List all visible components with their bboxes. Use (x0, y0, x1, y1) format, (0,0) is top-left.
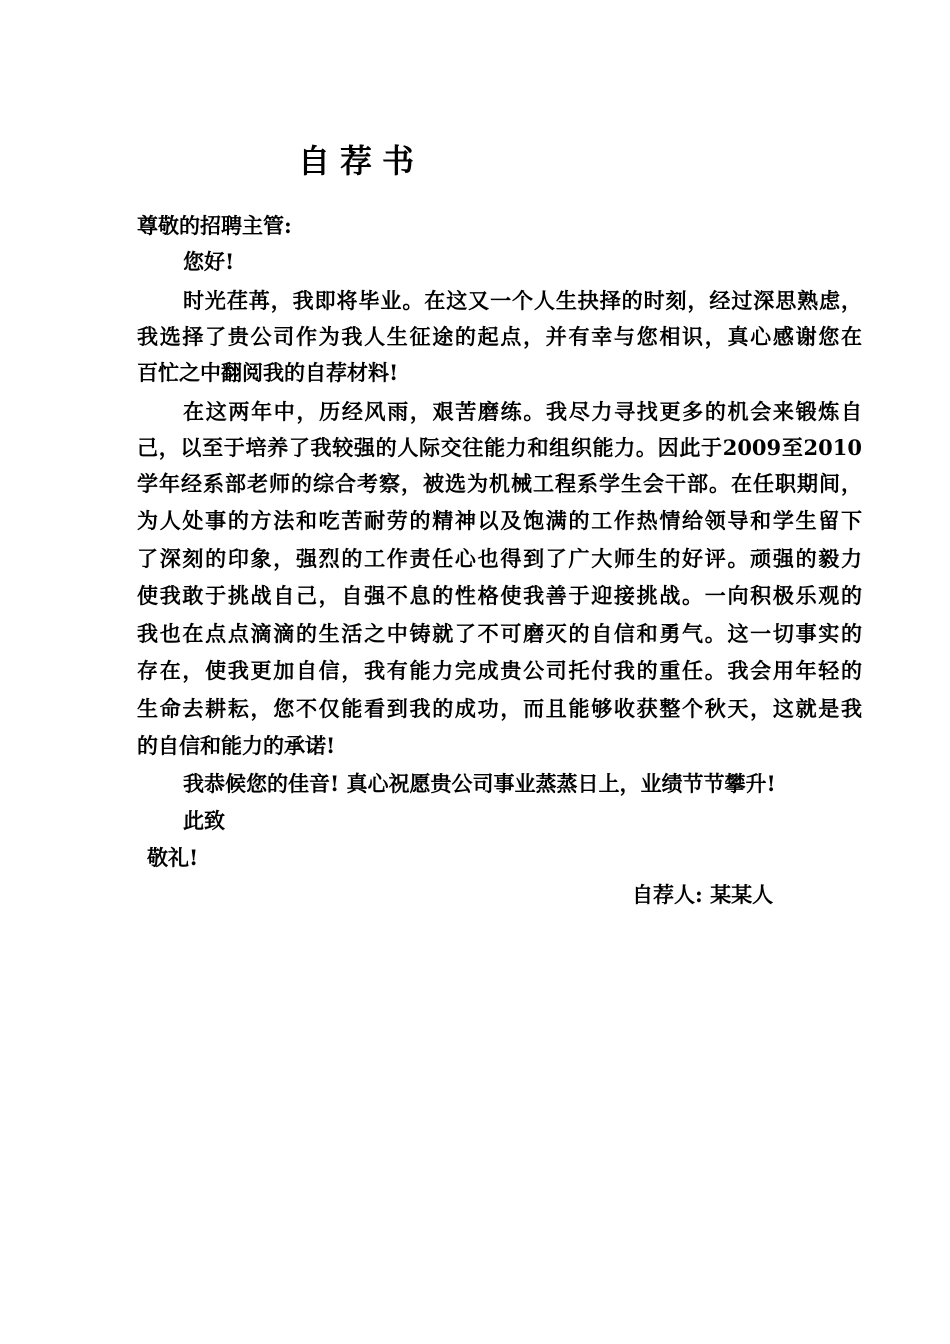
paragraph-2-line-3: 学年经系部老师的综合考察，被选为机械工程系学生会干部。在任职期间， (137, 471, 862, 496)
paragraph-2-line-9: 生命去耕耘，您不仅能看到我的成功，而且能够收获整个秋天，这就是我 (137, 696, 862, 721)
paragraph-2-line-4: 为人处事的方法和吃苦耐劳的精神以及饱满的工作热情给领导和学生留下 (137, 508, 862, 533)
closing-phrase: 此致 (183, 808, 225, 833)
document-title: 自荐书 (298, 142, 425, 180)
closing-wish: 我恭候您的佳音! 真心祝愿贵公司事业蒸蒸日上，业绩节节攀升! (183, 771, 776, 796)
paragraph-2-line-1: 在这两年中，历经风雨，艰苦磨练。我尽力寻找更多的机会来锻炼自 (183, 399, 862, 424)
paragraph-2-line-10: 的自信和能力的承诺! (137, 733, 336, 758)
paragraph-1-line-1: 时光荏苒，我即将毕业。在这又一个人生抉择的时刻，经过深思熟虑， (183, 288, 862, 313)
paragraph-1-line-3: 百忙之中翻阅我的自荐材料! (137, 360, 399, 385)
paragraph-2-line-5: 了深刻的印象，强烈的工作责任心也得到了广大师生的好评。顽强的毅力 (137, 546, 862, 571)
paragraph-2-line-7: 我也在点点滴滴的生活之中铸就了不可磨灭的自信和勇气。这一切事实的 (137, 621, 862, 646)
greeting: 您好! (183, 249, 235, 274)
signature: 自荐人: 某某人 (632, 882, 774, 907)
paragraph-1-line-2: 我选择了贵公司作为我人生征途的起点，并有幸与您相识，真心感谢您在 (137, 324, 862, 349)
paragraph-2-line-8: 存在，使我更加自信，我有能力完成贵公司托付我的重任。我会用年轻的 (137, 658, 862, 683)
paragraph-2-line-2: 己，以至于培养了我较强的人际交往能力和组织能力。因此于2009至2010 (137, 435, 862, 460)
paragraph-2-line-6: 使我敢于挑战自己，自强不息的性格使我善于迎接挑战。一向积极乐观的 (137, 583, 862, 608)
salutation: 尊敬的招聘主管: (137, 213, 292, 238)
respect-phrase: 敬礼! (147, 845, 199, 870)
